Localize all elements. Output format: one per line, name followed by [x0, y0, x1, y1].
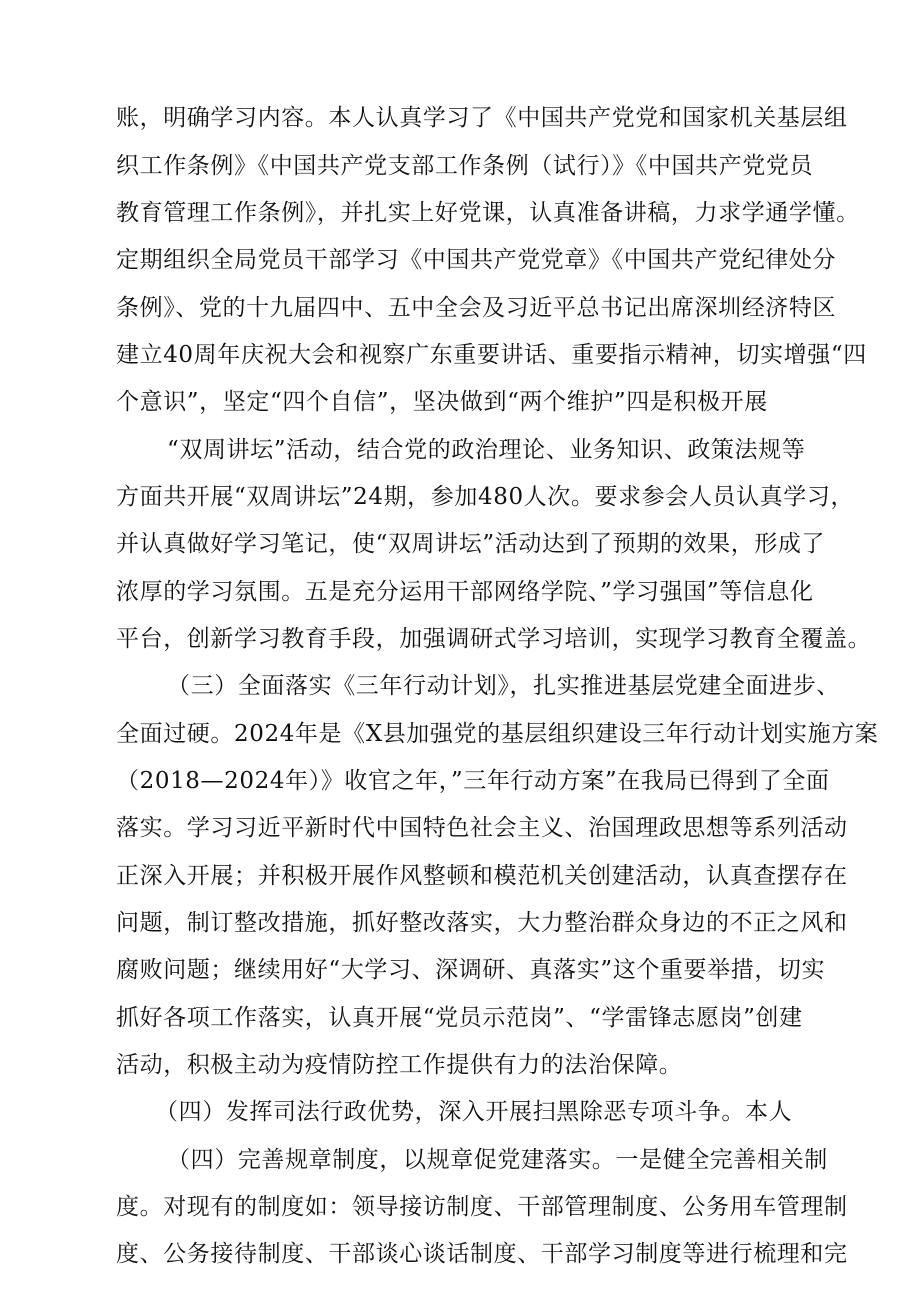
text-line-18: 问题，制订整改措施，抓好整改落实，大力整治群众身边的不正之风和: [116, 910, 848, 936]
text-line-8: “双周讲坛”活动，结合党的政治理论、业务知识、政策法规等: [167, 437, 806, 463]
text-line-24: 度。对现有的制度如：领导接访制度、干部管理制度、公务用车管理制: [116, 1194, 848, 1220]
text-line-5: 条例》、党的十九届四中、五中全会及习近平总书记出席深圳经济特区: [116, 295, 837, 321]
text-line-1: 账，明确学习内容。本人认真学习了《中国共产党党和国家机关基层组: [116, 105, 848, 131]
text-line-17: 正深入开展；并积极开展作风整顿和模范机关创建活动，认真查摆存在: [116, 863, 848, 889]
text-line-20: 抓好各项工作落实，认真开展“党员示范岗”、“学雷锋志愿岗”创建: [116, 1005, 803, 1031]
text-line-14: 全面过硬。2024年是《X县加强党的基层组织建设三年行动计划实施方案: [116, 721, 879, 747]
text-line-7: 个意识”，坚定“四个自信”，坚决做到“两个维护”四是积极开展: [116, 389, 768, 415]
text-line-23: （四）完善规章制度，以规章促党建落实。一是健全完善相关制: [167, 1147, 828, 1173]
text-line-6: 建立40周年庆祝大会和视察广东重要讲话、重要指示精神，切实增强“四: [116, 342, 867, 368]
text-line-9: 方面共开展“双周讲坛”24期，参加480人次。要求参会人员认真学习，: [116, 484, 855, 510]
text-line-13: （三）全面落实《三年行动计划》，扎实推进基层党建全面进步、: [167, 673, 840, 699]
text-line-10: 并认真做好学习笔记，使“双周讲坛”活动达到了预期的效果，形成了: [116, 531, 826, 557]
text-line-22: （四）发挥司法行政优势，深入开展扫黑除恶专项斗争。本人: [155, 1099, 793, 1125]
text-line-19: 腐败问题；继续用好“大学习、深调研、真落实”这个重要举措，切实: [116, 957, 826, 983]
text-line-21: 活动，积极主动为疫情防控工作提供有力的法治保障。: [116, 1052, 683, 1078]
text-line-4: 定期组织全局党员干部学习《中国共产党党章》《中国共产党纪律处分: [116, 247, 837, 273]
text-line-25: 度、公务接待制度、干部谈心谈话制度、干部学习制度等进行梳理和完: [116, 1241, 848, 1267]
text-line-2: 织工作条例》《中国共产党支部工作条例（试行）》《中国共产党党员: [116, 153, 814, 179]
text-line-15: （2018—2024年）》收官之年，”三年行动方案”在我局已得到了全面: [116, 768, 830, 794]
text-line-3: 教育管理工作条例》，并扎实上好党课，认真准备讲稿，力求学通学懂。: [116, 200, 860, 226]
text-line-16: 落实。学习习近平新时代中国特色社会主义、治国理政思想等系列活动: [116, 815, 848, 841]
text-line-11: 浓厚的学习氛围。五是充分运用干部网络学院、”学习强国”等信息化: [116, 579, 814, 605]
text-line-12: 平台，创新学习教育手段，加强调研式学习培训，实现学习教育全覆盖。: [116, 626, 872, 652]
